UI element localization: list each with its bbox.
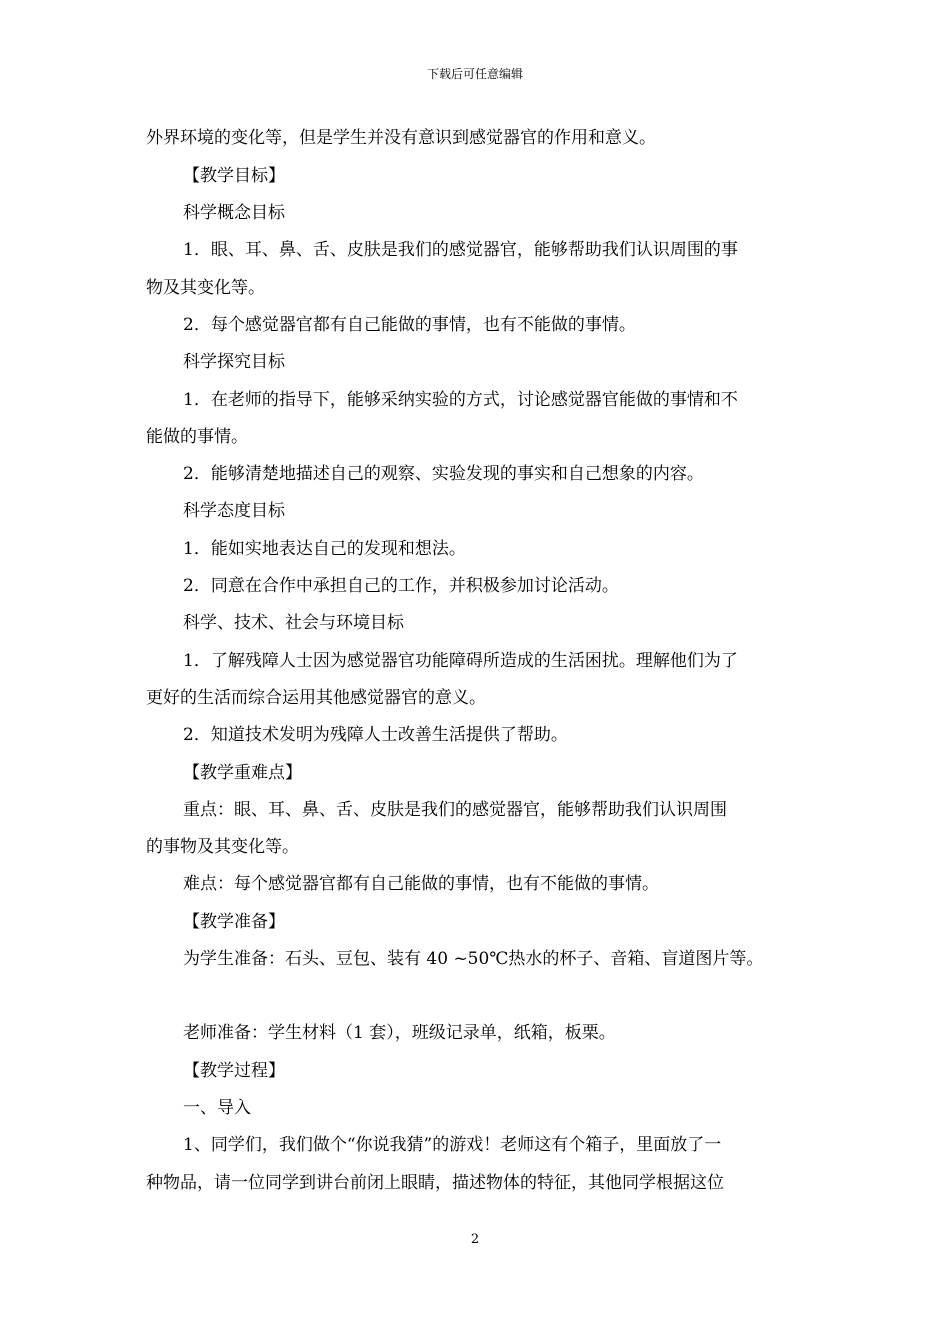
page-header: 下载后可任意编辑: [426, 67, 523, 81]
text-line: 更好的生活而综合运用其他感觉器官的意义。: [146, 688, 486, 708]
subheading-inquiry: 科学探究目标: [183, 352, 285, 372]
text-line: 老师准备：学生材料（1 套），班级记录单，纸箱，板栗。: [183, 1023, 616, 1043]
text-line: 外界环境的变化等，但是学生并没有意识到感觉器官的作用和意义。: [146, 128, 656, 148]
text-line: 1．眼、耳、鼻、舌、皮肤是我们的感觉器官，能够帮助我们认识周围的事: [183, 240, 738, 260]
text-line: 1、同学们，我们做个“你说我猜”的游戏！老师这有个箱子，里面放了一: [183, 1135, 722, 1155]
text-line: 物及其变化等。: [146, 278, 265, 298]
text-line: 能做的事情。: [146, 427, 248, 447]
section-heading-objectives: 【教学目标】: [183, 166, 285, 186]
text-line: 2．能够清楚地描述自己的观察、实验发现的事实和自己想象的内容。: [183, 464, 704, 484]
text-line: 2．同意在合作中承担自己的工作，并积极参加讨论活动。: [183, 576, 619, 596]
text-line: 重点：眼、耳、鼻、舌、皮肤是我们的感觉器官，能够帮助我们认识周围: [183, 800, 727, 820]
subheading-society: 科学、技术、社会与环境目标: [183, 613, 404, 633]
section-heading-process: 【教学过程】: [183, 1061, 285, 1081]
text-line: 2．每个感觉器官都有自己能做的事情，也有不能做的事情。: [183, 315, 636, 335]
section-heading-key-points: 【教学重难点】: [183, 763, 302, 783]
text-line: 2．知道技术发明为残障人士改善生活提供了帮助。: [183, 725, 568, 745]
text-line: 难点：每个感觉器官都有自己能做的事情，也有不能做的事情。: [183, 874, 659, 894]
subheading-attitude: 科学态度目标: [183, 501, 285, 521]
text-line: 种物品，请一位同学到讲台前闭上眼睛，描述物体的特征，其他同学根据这位: [146, 1173, 724, 1193]
page-number: 2: [470, 1232, 480, 1247]
section-heading-preparation: 【教学准备】: [183, 912, 285, 932]
text-line: 1．在老师的指导下，能够采纳实验的方式，讨论感觉器官能做的事情和不: [183, 390, 738, 410]
subheading-concept: 科学概念目标: [183, 203, 285, 223]
text-line: 1．能如实地表达自己的发现和想法。: [183, 539, 466, 559]
subheading-intro: 一、导入: [183, 1098, 251, 1118]
text-line: 的事物及其变化等。: [146, 837, 299, 857]
text-line: 为学生准备：石头、豆包、装有 40 ~50℃热水的杯子、音箱、盲道图片等。: [183, 949, 764, 969]
text-line: 1．了解残障人士因为感觉器官功能障碍所造成的生活困扰。理解他们为了: [183, 651, 738, 671]
